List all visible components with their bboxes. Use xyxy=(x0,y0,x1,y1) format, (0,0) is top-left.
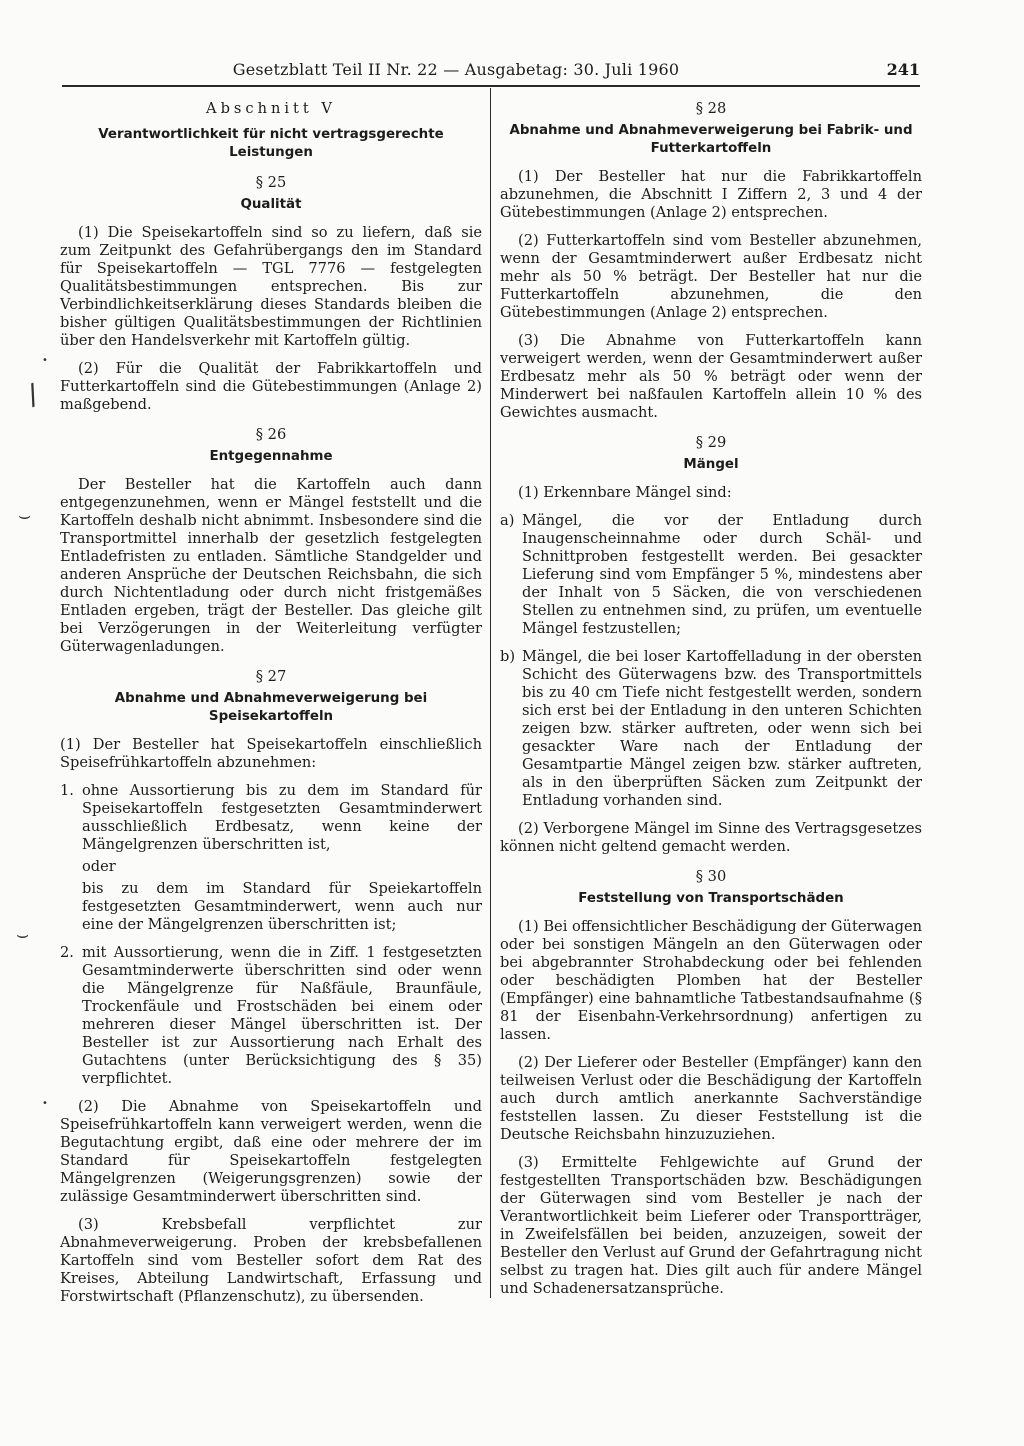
section-label: Abschnitt V xyxy=(206,100,336,117)
margin-slash-mark: / xyxy=(22,377,43,412)
paragraph-heading-27: Abnahme und Abnahmeverweigerung bei Speisekartoffeln xyxy=(114,691,428,724)
list-number: 1. xyxy=(60,782,74,799)
header-rule xyxy=(62,85,920,87)
paragraph-text: (2) Der Lieferer oder Besteller (Empfänger) kann den teilweisen Verlust oder die Beschädigung der Kartoffeln auch durch amtlich anerkannte Sachverständige feststellen lassen. Zu dieser Feststellung ist die Deutsche Reichsbahn hinzuzuziehen. xyxy=(500,1054,922,1143)
paragraph-text: (1) Der Besteller hat Speisekartoffeln einschließlich Speisefrühkartoffeln abzunehmen: xyxy=(60,736,482,771)
list-text: Mängel, die bei loser Kartoffelladung in der obersten Schicht des Güterwagens bzw. des Transportmittels bis zu 40 cm Tiefe nicht festgestellt werden, sondern sich erst bei der Entladung in den unteren Schichten zeigen bzw. stärker auftreten, oder wenn sich bei gesackter Ware nach der Entladung der Gesamtpartie Mängel zeigen bzw. stärker auftreten, als in den überprüften Säcken zum Zeitpunkt der Entladung vorhanden sind. xyxy=(522,648,922,809)
paragraph-heading-30: Feststellung von Transportschäden xyxy=(578,891,844,906)
list-text: bis zu dem im Standard für Speiekartoffeln festgesetzten Gesamtminderwert, wenn auch nur eine der Mängelgrenzen überschritten ist; xyxy=(82,880,482,933)
paragraph-text: (2) Verborgene Mängel im Sinne des Vertragsgesetzes können nicht geltend gemacht werden. xyxy=(500,820,922,855)
list-item xyxy=(60,782,482,938)
paragraph-text: (3) Ermittelte Fehlgewichte auf Grund der festgestellten Transportschäden bzw. Beschädigungen der Güterwagen sind vom Besteller je nach der Verantwortlichkeit beim Lieferer oder Transportträger, in Zweifelsfällen bei beiden, anzuzeigen, soweit der Besteller den Verlust auf Grund der Gefahrtragung nicht selbst zu tragen hat. Dies gilt auch für andere Mängel und Schadenersatzansprüche. xyxy=(500,1154,922,1297)
list-text: Mängel, die vor der Entladung durch Inaugenscheinnahme oder durch Schäl- und Schnittproben festgestellt werden. Bei gesackter Lieferung sind vom Empfänger 5 %, mindestens aber der Inhalt von 5 Säcken, die von verschiedenen Stellen zu entnehmen sind, zu prüfen, um eventuelle Mängel festzustellen; xyxy=(522,512,922,637)
paragraph-text: (1) Der Besteller hat nur die Fabrikkartoffeln abzunehmen, die Abschnitt I Ziffern 2, 3 und 4 der Gütebestimmungen (Anlage 2) entsprechen. xyxy=(500,168,922,221)
paragraph-number-29: § 29 xyxy=(695,434,727,451)
paragraph-text: (3) Die Abnahme von Futterkartoffeln kann verweigert werden, wenn der Gesamtminderwert außer Erdbesatz mehr als 50 % beträgt oder wenn der Minderwert bei naßfaulen Kartoffeln allein 10 % des Gewichtes ausmacht. xyxy=(500,332,922,421)
paragraph-text: (2) Futterkartoffeln sind vom Besteller abzunehmen, wenn der Gesamtminderwert außer Erdbesatz nicht mehr als 50 % beträgt. Der Besteller hat nur die Futterkartoffeln abzunehmen, die den Gütebestimmungen (Anlage 2) entsprechen. xyxy=(500,232,922,321)
list-item xyxy=(500,512,922,642)
paragraph-number-26: § 26 xyxy=(255,426,287,443)
paragraph-text: (2) Die Abnahme von Speisekartoffeln und Speisefrühkartoffeln kann verweigert werden, wenn die Begutachtung ergibt, daß eine oder mehrere der im Standard für Speisekartoffeln festgelegten Mängelgrenzen (Weigerungsgrenzen) sowie der zulässige Gesamtminderwert überschritten sind. xyxy=(60,1098,482,1205)
paragraph-text: (2) Für die Qualität der Fabrikkartoffeln und Futterkartoffeln sind die Gütebestimmungen (Anlage 2) maßgebend. xyxy=(60,360,482,413)
margin-dot: • xyxy=(42,1098,48,1109)
paragraph-heading-25: Qualität xyxy=(240,197,302,212)
list-item xyxy=(60,944,482,1092)
running-header xyxy=(62,58,920,82)
list-item xyxy=(500,648,922,814)
column-divider xyxy=(490,88,491,1298)
header-title: Gesetzblatt Teil II Nr. 22 — Ausgabetag: 30. Juli 1960 xyxy=(232,60,680,79)
list-text: ohne Aussortierung bis zu dem im Standard für Speisekartoffeln festgesetzten Gesamtminderwert ausschließlich Erdbesatz, wenn keine der Mängelgrenzen überschritten ist, xyxy=(82,782,482,853)
paragraph-heading-29: Mängel xyxy=(683,457,739,472)
list-text: oder xyxy=(82,858,116,875)
paragraph-heading-26: Entgegennahme xyxy=(209,449,333,464)
list-text: mit Aussortierung, wenn die in Ziff. 1 festgesetzten Gesamtminderwerte überschritten sind oder wenn die Mängelgrenze für Naßfäule, Braunfäule, Trockenfäule und Frostschäden bei einem oder mehreren dieser Mängel überschritten ist. Der Besteller ist zur Aussortierung nach Erhalt des Gutachtens (unter Berücksichtigung des § 35) verpflichtet. xyxy=(82,944,482,1087)
paragraph-number-28: § 28 xyxy=(695,100,727,117)
margin-check-mark: ⌣ xyxy=(16,922,30,946)
paragraph-number-27: § 27 xyxy=(255,668,287,685)
page-number: 241 xyxy=(886,60,920,79)
paragraph-number-30: § 30 xyxy=(695,868,727,885)
list-label: b) xyxy=(500,648,516,665)
paragraph-number-25: § 25 xyxy=(255,174,287,191)
paragraph-text: Der Besteller hat die Kartoffeln auch dann entgegenzunehmen, wenn er Mängel feststellt und die Kartoffeln deshalb nicht abnimmt. Insbesondere sind die Transportmittel innerhalb der gesetzlich festgelegten Entladefristen zu entladen. Sämtliche Standgelder und anderen Ansprüche der Deutschen Reichsbahn, die sich durch Nichtentladung oder durch nicht fristgemäßes Entladen ergeben, trägt der Besteller. Das gleiche gilt bei Verzögerungen in der Weiterleitung verfügter Güterwagenladungen. xyxy=(60,476,482,655)
right-column xyxy=(500,96,922,1308)
left-column xyxy=(60,96,482,1316)
list-label: a) xyxy=(500,512,515,529)
paragraph-heading-28: Abnahme und Abnahmeverweigerung bei Fabrik- und Futterkartoffeln xyxy=(509,123,913,156)
margin-dot: • xyxy=(42,355,48,366)
paragraph-text: (1) Bei offensichtlicher Beschädigung der Güterwagen oder bei sonstigen Mängeln an den Güterwagen oder bei abgebrannter Strohabdeckung oder bei fehlenden oder beschädigten Plomben hat der Besteller (Empfänger) eine bahnamtliche Tatbestandsaufnahme (§ 81 der Eisenbahn-Verkehrsordnung) anfertigen zu lassen. xyxy=(500,918,922,1043)
list-number: 2. xyxy=(60,944,74,961)
section-heading: Verantwortlichkeit für nicht vertragsgerechte Leistungen xyxy=(98,127,444,160)
paragraph-text: (1) Erkennbare Mängel sind: xyxy=(518,484,732,501)
paragraph-text: (3) Krebsbefall verpflichtet zur Abnahmeverweigerung. Proben der krebsbefallenen Kartoffeln sind vom Besteller sofort dem Rat des Kreises, Abteilung Landwirtschaft, Erfassung und Forstwirtschaft (Pflanzenschutz), zu übersenden. xyxy=(60,1216,482,1305)
margin-check-mark: ⌣ xyxy=(18,503,32,527)
paragraph-text: (1) Die Speisekartoffeln sind so zu liefern, daß sie zum Zeitpunkt des Gefahrübergangs den im Standard für Speisekartoffeln — TGL 7776 — festgelegten Qualitätsbestimmungen entsprechen. Bis zur Verbindlichkeitserklärung dieses Standards bleiben die bisher gültigen Qualitätsbestimmungen der Richtlinien über den Handelsverkehr mit Kartoffeln gültig. xyxy=(60,224,482,349)
